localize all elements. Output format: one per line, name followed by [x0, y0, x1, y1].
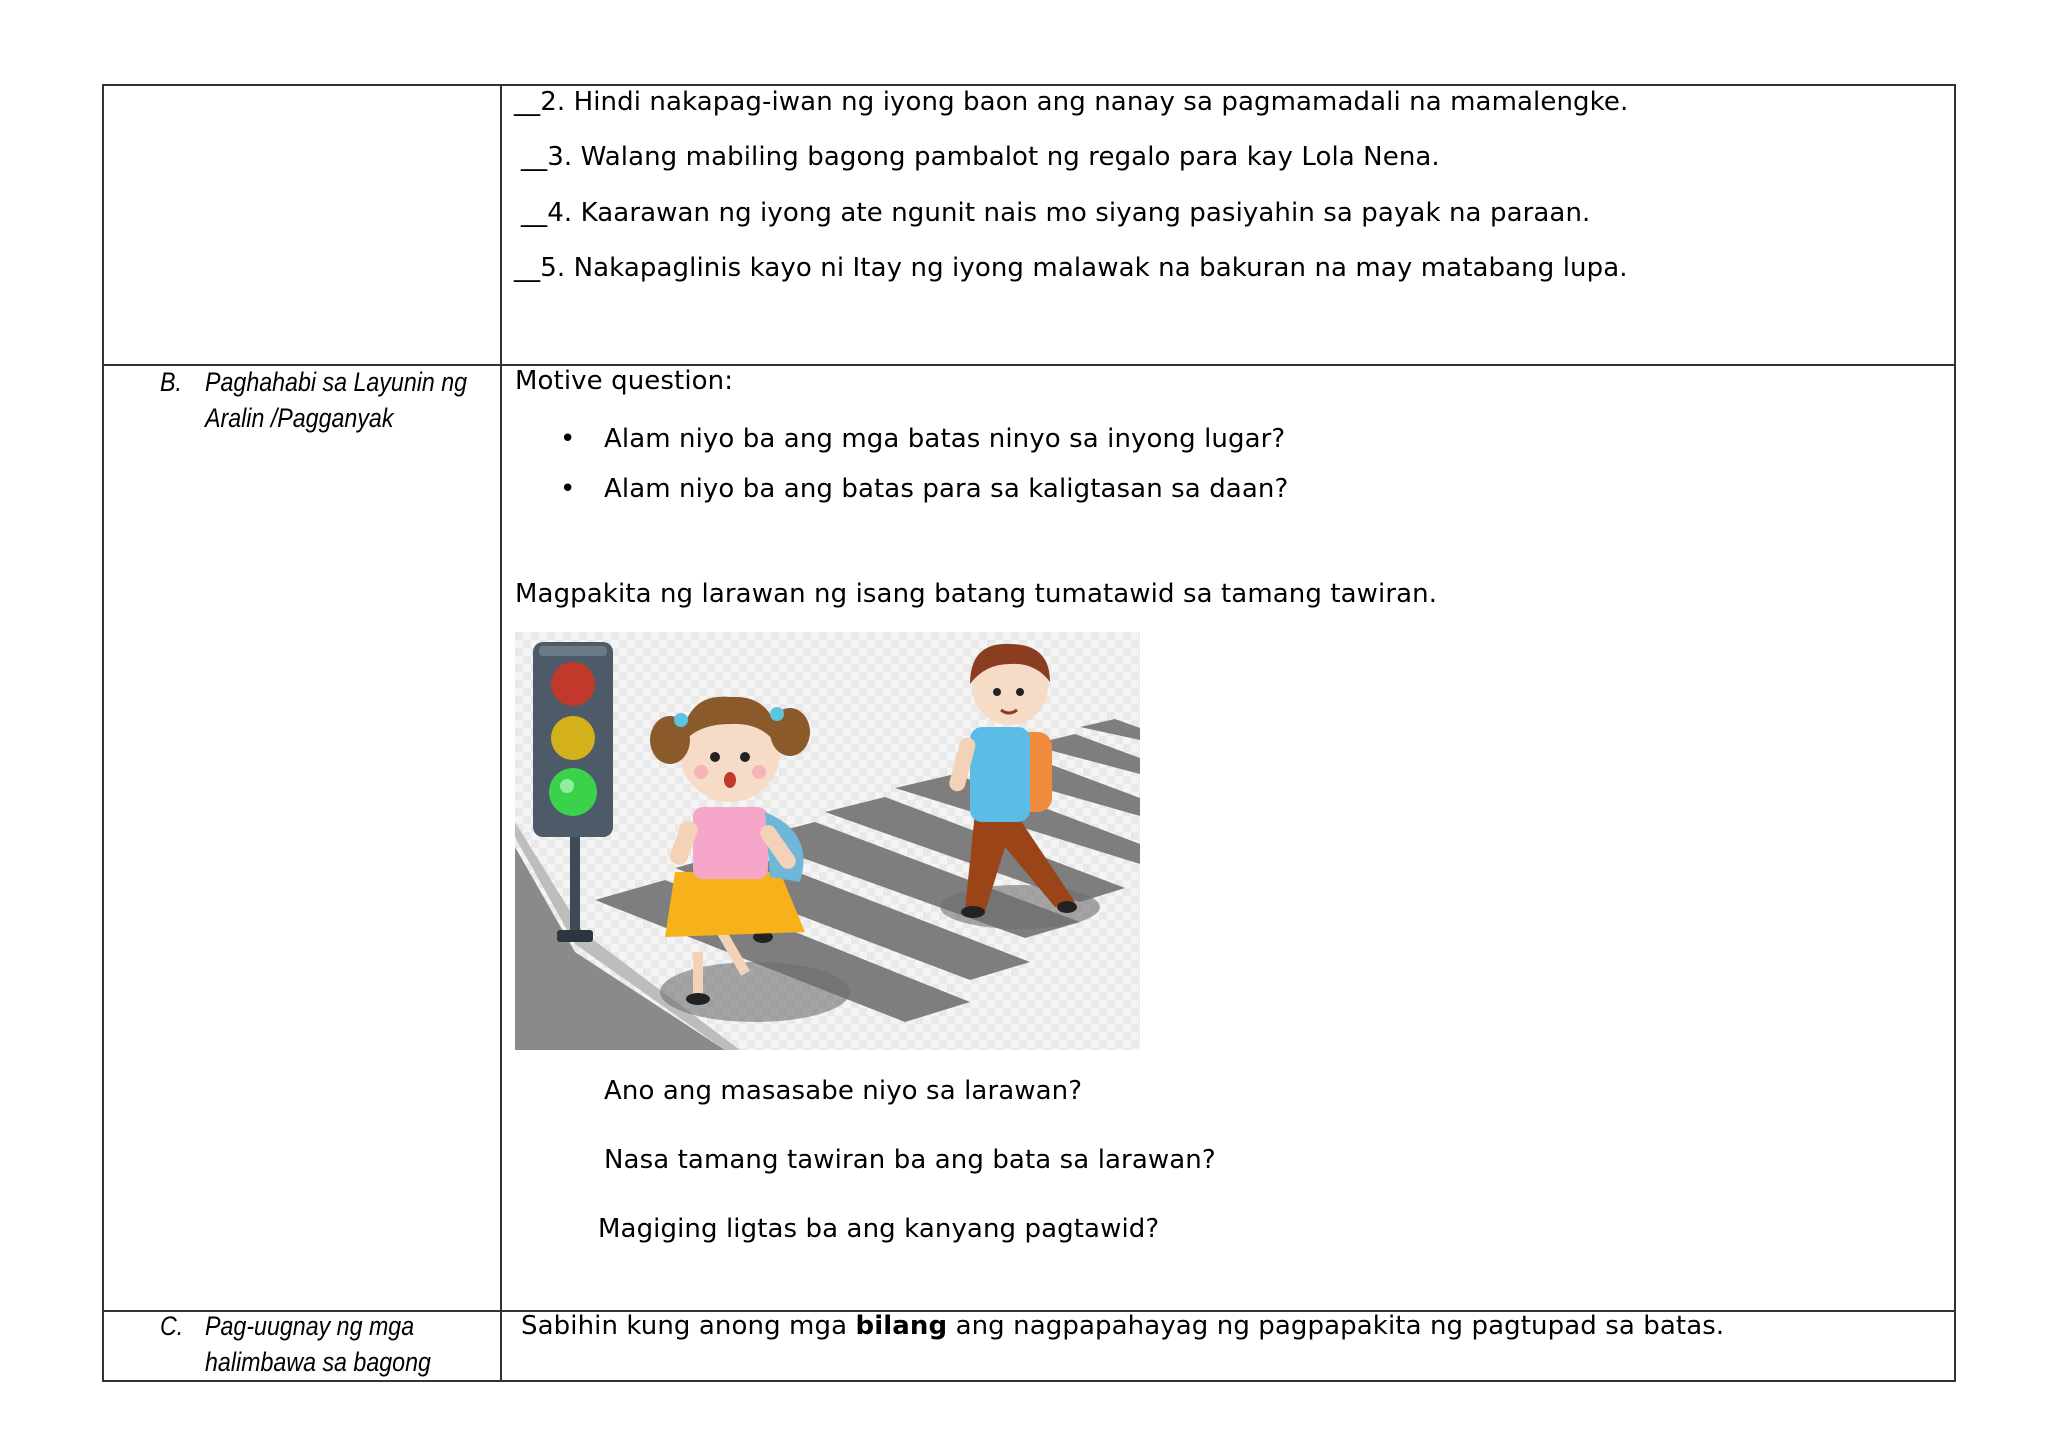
motive-heading: Motive question: — [515, 366, 734, 396]
column-divider — [500, 86, 502, 1380]
list-item-5: __5. Nakapaglinis kayo ni Itay ng iyong malawak na bakuran na may matabang lupa. — [514, 253, 1628, 283]
motive-bullet-2: Alam niyo ba ang batas para sa kaligtasan sa daan? — [604, 474, 1289, 504]
yellow-light-icon — [551, 716, 595, 760]
row-c-text-after: ang nagpapahayag ng pagpapakita ng pagtupad sa batas. — [947, 1311, 1725, 1341]
row-c-letter: C. — [160, 1311, 184, 1341]
girl-shadow — [660, 962, 850, 1022]
list-item-3: __3. Walang mabiling bagong pambalot ng regalo para kay Lola Nena. — [521, 142, 1440, 172]
row-c-label-line1: Pag-uugnay ng mga — [205, 1311, 415, 1341]
bullet-marker: • — [560, 474, 576, 504]
crosswalk-illustration — [515, 632, 1140, 1050]
list-item-2: __2. Hindi nakapag-iwan ng iyong baon ang nanay sa pagmamadali na mamalengke. — [514, 87, 1629, 117]
row-c-text-bold: bilang — [855, 1311, 948, 1341]
row-b-letter: B. — [160, 367, 182, 397]
question-3: Magiging ligtas ba ang kanyang pagtawid? — [598, 1214, 1160, 1244]
row-b-label-line1: Paghahabi sa Layunin ng — [205, 367, 468, 397]
row-c-instruction — [521, 1310, 1724, 1342]
list-item-4: __4. Kaarawan ng iyong ate ngunit nais mo siyang pasiyahin sa payak na paraan. — [521, 198, 1591, 228]
instruction-text: Magpakita ng larawan ng isang batang tumatawid sa tamang tawiran. — [515, 579, 1438, 609]
question-1: Ano ang masasabe niyo sa larawan? — [604, 1076, 1083, 1106]
motive-bullet-1: Alam niyo ba ang mga batas ninyo sa inyong lugar? — [604, 424, 1286, 454]
bullet-marker: • — [560, 424, 576, 454]
row-c-text-before: Sabihin kung anong mga — [521, 1311, 856, 1341]
row-b-label-line2: Aralin /Pagganyak — [205, 403, 394, 433]
row-c-label-line2: halimbawa sa bagong — [205, 1347, 431, 1377]
green-light-icon — [549, 768, 597, 816]
red-light-icon — [551, 662, 595, 706]
question-2: Nasa tamang tawiran ba ang bata sa larawan? — [604, 1145, 1216, 1175]
